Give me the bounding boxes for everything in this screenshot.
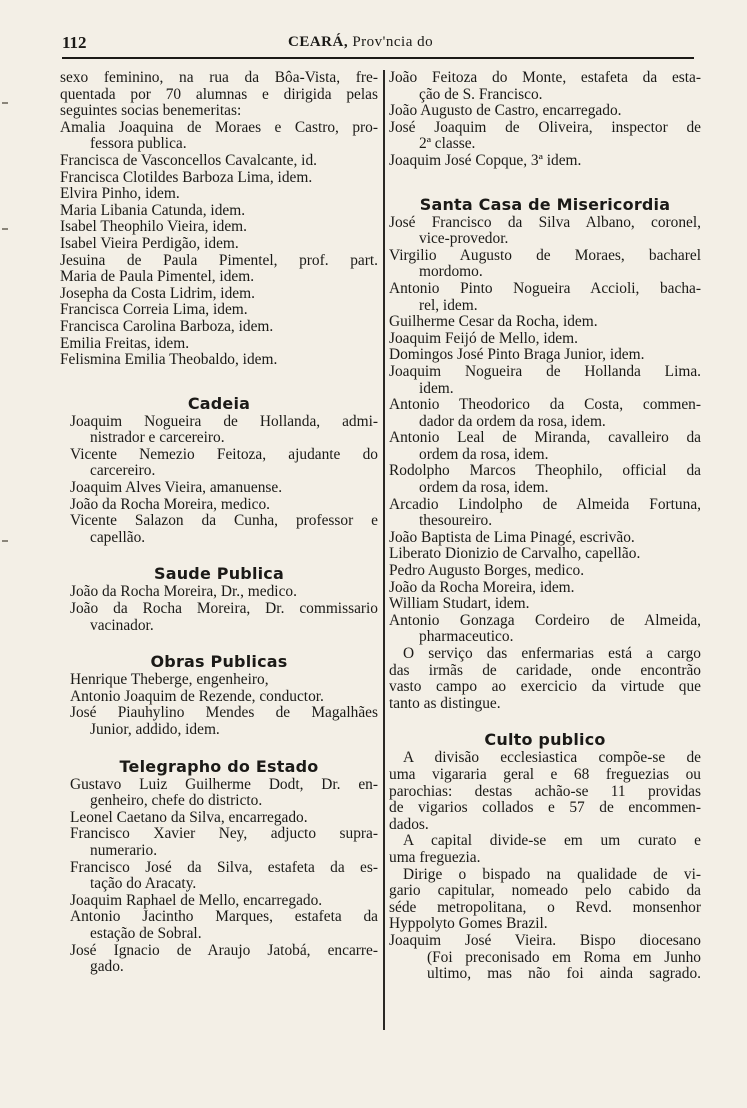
text-line: genheiro, chefe do districto. xyxy=(90,793,263,810)
text-line: Leonel Caetano da Silva, encarregado. xyxy=(70,809,308,826)
text-line: A divisão ecclesiastica compõe-se de xyxy=(403,750,701,767)
text-line: Isabel Vieira Perdigão, idem. xyxy=(60,235,239,252)
text-line: Isabel Theophilo Vieira, idem. xyxy=(60,219,247,236)
text-line: Joaquim Raphael de Mello, encarregado. xyxy=(70,892,323,909)
text-line: Francisca Correia Lima, idem. xyxy=(60,302,248,319)
spacer xyxy=(60,369,378,394)
text-line: Antonio Jacintho Marques, estafeta da xyxy=(70,909,378,926)
text-line: Francisco José da Silva, estafeta da es- xyxy=(70,859,378,876)
section-heading: Culto publico xyxy=(484,730,606,750)
text-line: Felismina Emilia Theobaldo, idem. xyxy=(60,352,278,369)
text-line: João da Rocha Moreira, idem. xyxy=(389,579,575,596)
text-line: Francisco Xavier Ney, adjucto supra- xyxy=(70,826,378,843)
text-line: dador da ordem da rosa, idem. xyxy=(419,413,606,430)
text-line: Joaquim Feijó de Mello, idem. xyxy=(389,330,578,347)
text-line: pharmaceutico. xyxy=(419,629,514,646)
text-line: Gustavo Luiz Guilherme Dodt, Dr. en- xyxy=(70,776,378,793)
margin-mark xyxy=(2,228,8,230)
text-line: das irmãs de caridade, onde encontrão xyxy=(389,662,701,679)
text-line: Rodolpho Marcos Theophilo, official da xyxy=(389,463,701,480)
right-column xyxy=(389,70,701,983)
text-line: quentada por 70 alumnas e dirigida pelas xyxy=(60,86,378,103)
text-line: José Piauhylino Mendes de Magalhães xyxy=(70,705,378,722)
text-line: uma vigararia geral e 68 freguezias ou xyxy=(389,766,701,783)
text-line: Dirige o bispado na qualidade de vi- xyxy=(403,866,701,883)
text-line: João Augusto de Castro, encarregado. xyxy=(389,103,622,120)
text-line: seguintes socias benemeritas: xyxy=(60,103,242,120)
text-line: João da Rocha Moreira, Dr., medico. xyxy=(70,584,297,601)
text-line: gario capitular, nomeado pelo cabido da xyxy=(389,883,701,900)
section-heading: Cadeia xyxy=(187,393,251,413)
text-line: José Francisco da Silva Albano, coronel, xyxy=(389,214,701,231)
text-line: Joaquim Nogueira de Hollanda Lima. xyxy=(389,363,701,380)
spacer xyxy=(389,170,701,195)
text-line: Maria de Paula Pimentel, idem. xyxy=(60,269,255,286)
text-line: idem. xyxy=(419,380,454,397)
header-rule xyxy=(62,57,694,59)
text-line: Josepha da Costa Lidrim, idem. xyxy=(60,285,255,302)
page-header xyxy=(62,31,694,57)
text-line: José Ignacio de Araujo Jatobá, encarre- xyxy=(70,942,378,959)
text-line: dados. xyxy=(389,816,429,833)
text-line: Joaquim Nogueira de Hollanda, admi- xyxy=(70,413,378,430)
text-line: Amalia Joaquina de Moraes e Castro, pro- xyxy=(60,119,378,136)
spacer xyxy=(60,546,378,564)
text-line: uma freguezia. xyxy=(389,849,481,866)
text-line: Joaquim Alves Vieira, amanuense. xyxy=(70,480,283,497)
text-line: nistrador e carcereiro. xyxy=(90,430,225,447)
text-line: Francisca Clotildes Barboza Lima, idem. xyxy=(60,169,313,186)
text-line: numerario. xyxy=(90,842,158,859)
section-heading: Saude Publica xyxy=(153,564,284,584)
text-line: José Joaquim de Oliveira, inspector de xyxy=(389,119,701,136)
text-line: João Baptista de Lima Pinagé, escrivão. xyxy=(389,529,635,546)
text-line: Emilia Freitas, idem. xyxy=(60,335,190,352)
section-heading: Telegrapho do Estado xyxy=(119,756,319,776)
running-title-sub: Prov'ncia do xyxy=(352,34,434,50)
text-line: João Feitoza do Monte, estafeta da esta- xyxy=(389,70,701,86)
text-line: ordem da rosa, idem. xyxy=(419,446,549,463)
spacer xyxy=(60,634,378,652)
section-heading: Obras Publicas xyxy=(150,652,288,672)
text-line: séde metropolitana, o Revd. monsenhor xyxy=(389,899,701,916)
column-divider xyxy=(383,70,385,1030)
text-line: estação de Sobral. xyxy=(90,925,202,942)
text-line: Arcadio Lindolpho de Almeida Fortuna, xyxy=(389,496,701,513)
text-line: Domingos José Pinto Braga Junior, idem. xyxy=(389,347,645,364)
text-line: tanto as distingue. xyxy=(389,695,501,712)
text-line: Francisca de Vasconcellos Cavalcante, id. xyxy=(60,152,317,169)
text-line: 2ª classe. xyxy=(419,136,476,153)
running-title-main: CEARÁ, xyxy=(288,34,349,50)
text-line: Antonio Leal de Miranda, cavalleiro da xyxy=(389,430,701,447)
text-line: Antonio Theodorico da Costa, commen- xyxy=(389,397,701,414)
text-line: Maria Libania Catunda, idem. xyxy=(60,202,246,219)
text-line: Guilherme Cesar da Rocha, idem. xyxy=(389,314,598,331)
spacer xyxy=(60,739,378,757)
text-line: Vicente Nemezio Feitoza, ajudante do xyxy=(70,446,378,463)
text-line: fessora publica. xyxy=(90,136,187,153)
text-line: vacinador. xyxy=(90,617,154,634)
text-line: vasto campo ao exercicio da virtude que xyxy=(389,679,701,696)
text-line: Vicente Salazon da Cunha, professor e xyxy=(70,513,378,530)
left-column xyxy=(60,70,378,976)
margin-mark xyxy=(2,540,8,542)
text-line: ordem da rosa, idem. xyxy=(419,480,549,497)
text-line: thesoureiro. xyxy=(419,513,493,530)
text-line: Antonio Pinto Nogueira Accioli, bacha- xyxy=(389,280,701,297)
text-line: rel, idem. xyxy=(419,297,478,314)
text-line: sexo feminino, na rua da Bôa-Vista, fre- xyxy=(60,70,378,86)
text-line: Virgilio Augusto de Moraes, bacharel xyxy=(389,247,701,264)
text-line: de vigarios collados e 57 de encommen- xyxy=(389,800,701,817)
text-line: (Foi preconisado em Roma em Junho xyxy=(427,949,701,966)
text-line: ultimo, mas não foi ainda sagrado. xyxy=(427,966,701,983)
text-line: tação do Aracaty. xyxy=(90,876,197,893)
text-line: Jesuina de Paula Pimentel, prof. part. xyxy=(60,252,378,269)
section-heading: Santa Casa de Misericordia xyxy=(419,194,671,214)
text-line: João da Rocha Moreira, medico. xyxy=(70,496,271,513)
text-line: Antonio Joaquim de Rezende, conductor. xyxy=(70,688,324,705)
text-line: Junior, addido, idem. xyxy=(90,722,220,738)
text-line: Elvira Pinho, idem. xyxy=(60,186,180,203)
text-line: Hyppolyto Gomes Brazil. xyxy=(389,916,548,933)
text-line: William Studart, idem. xyxy=(389,596,530,613)
text-line: Pedro Augusto Borges, medico. xyxy=(389,563,585,580)
text-line: gado. xyxy=(90,959,124,976)
text-line: Liberato Dionizio de Carvalho, capellão. xyxy=(389,546,641,563)
text-line: Henrique Theberge, engenheiro, xyxy=(70,672,269,689)
text-line: A capital divide-se em um curato e xyxy=(403,833,701,850)
running-title xyxy=(288,34,433,51)
text-line: Joaquim José Copque, 3ª idem. xyxy=(389,152,582,169)
text-line: parochias: destas achão-se 11 providas xyxy=(389,783,701,800)
margin-mark xyxy=(2,102,8,104)
text-line: Antonio Gonzaga Cordeiro de Almeida, xyxy=(389,612,701,629)
text-line: vice-provedor. xyxy=(419,231,509,248)
spacer xyxy=(389,712,701,730)
page-number: 112 xyxy=(62,33,87,52)
text-line: mordomo. xyxy=(419,264,483,281)
text-line: João da Rocha Moreira, Dr. commissario xyxy=(70,601,378,618)
text-line: carcereiro. xyxy=(90,463,156,480)
text-line: Joaquim José Vieira. Bispo diocesano xyxy=(389,932,701,949)
text-line: O serviço das enfermarias está a cargo xyxy=(403,646,701,662)
text-line: ção de S. Francisco. xyxy=(419,86,543,103)
text-line: capellão. xyxy=(90,529,146,546)
text-line: Francisca Carolina Barboza, idem. xyxy=(60,318,274,335)
